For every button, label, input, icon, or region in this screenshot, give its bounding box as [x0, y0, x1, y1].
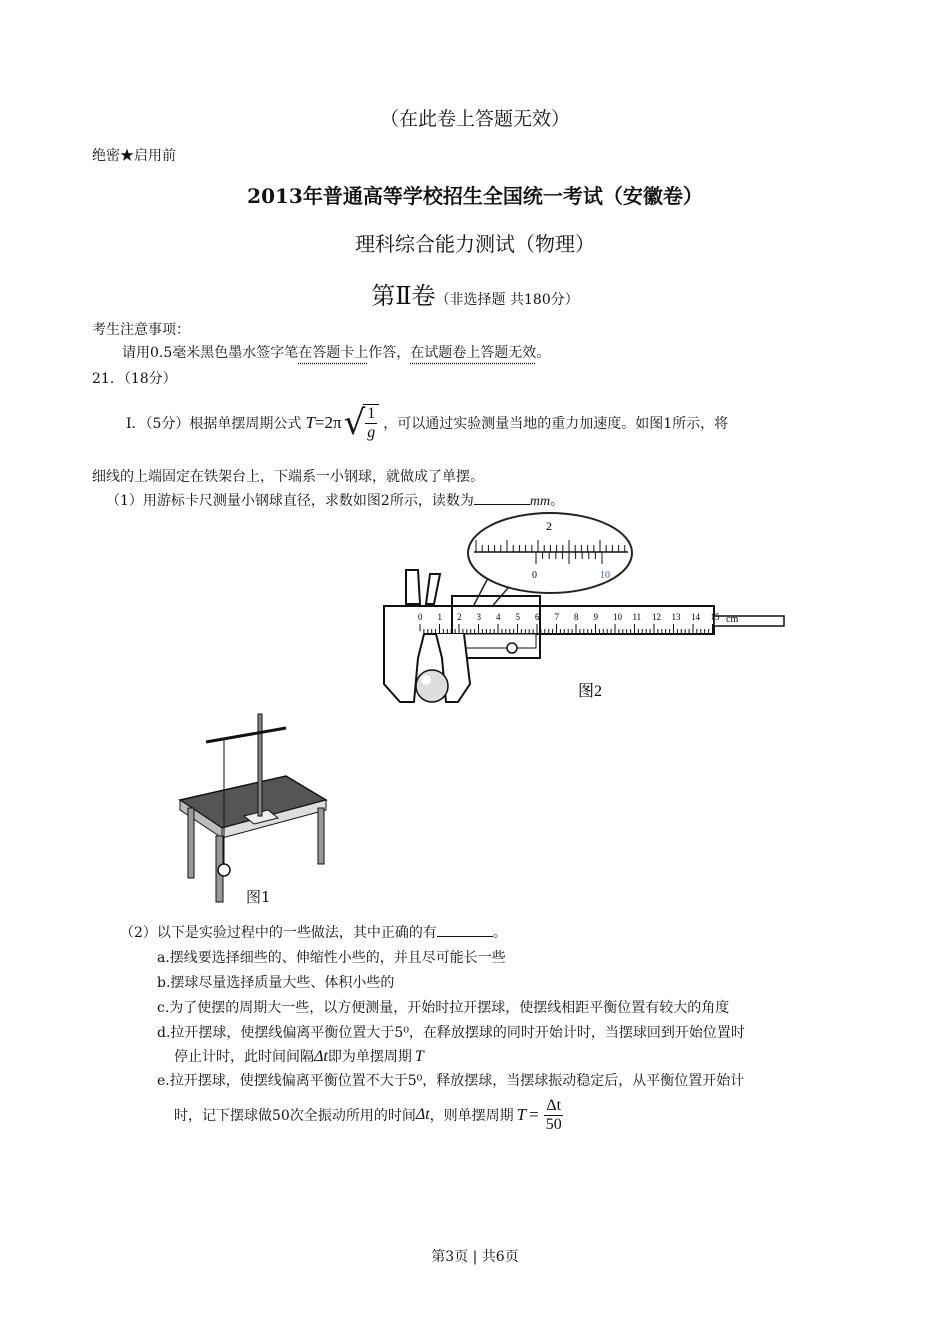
- formula-eq: =2π: [314, 413, 342, 432]
- part1-after: ，可以通过实验测量当地的重力加速度。如图1所示，将: [383, 416, 729, 432]
- q1-unit: mm: [529, 494, 551, 509]
- volume-note: （非选择题 共180分）: [435, 292, 579, 308]
- option-c: c.为了使摆的周期大一些，以方便测量，开始时拉开摆球，使摆线相距平衡位置有较大的角度: [157, 1000, 730, 1016]
- option-b: b.摆球尽量选择质量大些、体积小些的: [157, 975, 395, 991]
- formula-num: 1: [367, 405, 376, 422]
- instr-b: 在答题卡上: [298, 345, 369, 361]
- steel-ball: [416, 670, 448, 702]
- q1-answer-blank[interactable]: [474, 492, 530, 505]
- option-e2-den: 50: [545, 1115, 562, 1133]
- main-scale-label: 15: [710, 612, 720, 622]
- volume-heading: [0, 276, 950, 311]
- main-scale-unit: cm: [726, 614, 739, 625]
- q1-end: 。: [550, 493, 565, 509]
- upper-jaw-fixed: [406, 570, 420, 604]
- option-e2-eq: =: [529, 1105, 539, 1124]
- option-d-line2: [174, 1046, 424, 1066]
- table-leg: [188, 808, 194, 878]
- formula-den: g: [367, 424, 376, 441]
- main-scale-label: 5: [515, 612, 520, 622]
- formula-fraction: [365, 405, 377, 442]
- main-scale-label: 1: [437, 612, 442, 622]
- option-d-line1: d.拉开摆球，使摆线偏离平衡位置大于5⁰，在释放摆球的同时开始计时，当摆球回到开始位置时: [157, 1025, 745, 1041]
- instructions-text: [122, 342, 550, 362]
- fig2-label: 图2: [578, 683, 603, 700]
- option-e2-T: T: [516, 1105, 527, 1124]
- main-scale-label: 7: [554, 612, 559, 622]
- part1-line: [126, 398, 728, 448]
- q1-text: （1）用游标卡尺测量小钢球直径，求数如图2所示，读数为: [106, 493, 474, 509]
- main-scale-label: 6: [535, 612, 540, 622]
- q1-line: [106, 490, 564, 510]
- option-e2a: 时，记下摆球做50次全振动所用的时间: [174, 1108, 416, 1124]
- page-footer: 第3页 | 共6页: [431, 1249, 519, 1265]
- main-scale-label: 10: [613, 612, 622, 622]
- q2-text: （2）以下是实验过程中的一些做法，其中正确的有: [120, 925, 437, 941]
- option-e2-num: Δt: [546, 1096, 562, 1114]
- instr-d: 在试题卷上答题无效: [410, 345, 537, 361]
- option-e-line2: [174, 1092, 566, 1138]
- main-scale-label: 13: [671, 612, 681, 622]
- pendulum-bob: [218, 864, 230, 876]
- main-scale-label: 0: [418, 612, 423, 622]
- vernier-top-mark: 2: [546, 519, 552, 533]
- q2-line: [120, 922, 507, 942]
- figure-2-caliper: [370, 508, 800, 708]
- table-leg: [318, 808, 324, 864]
- figure-1-pendulum: [176, 708, 336, 908]
- fig1-label: 图1: [246, 888, 271, 906]
- part1-label: Ⅰ．（5分）根据单摆周期公式: [126, 416, 302, 432]
- main-scale-label: 2: [457, 612, 462, 622]
- upper-jaw-sliding: [426, 574, 440, 604]
- sqrt-sign-icon: √: [343, 403, 366, 443]
- main-scale-label: 12: [652, 612, 661, 622]
- ball-highlight: [421, 675, 431, 685]
- instr-a: 请用0.5毫米黑色墨水签字笔: [122, 345, 299, 361]
- option-e2-dt: Δt: [415, 1106, 430, 1123]
- option-d2-T: T: [414, 1048, 424, 1065]
- main-scale-label: 9: [593, 612, 598, 622]
- formula-T: T: [305, 413, 315, 432]
- thumb-wheel: [507, 643, 517, 653]
- main-scale-label: 3: [476, 612, 481, 622]
- instr-c: 作答，: [368, 345, 411, 361]
- option-e2b: ，则单摆周期: [429, 1108, 514, 1124]
- option-a: a.摆线要选择细些的、伸缩性小些的，并且尽可能长一些: [157, 950, 506, 966]
- part1-cont: 细线的上端固定在铁架台上，下端系一小钢球，就做成了单摆。: [92, 469, 484, 485]
- vernier-scale: [456, 634, 536, 648]
- option-e-line1: e.拉开摆球，使摆线偏离平衡位置不大于5⁰，释放摆球，当摆球振动稳定后，从平衡位置开始计: [157, 1073, 745, 1089]
- secret-label: 绝密★启用前: [92, 148, 176, 164]
- vernier-ten: 10: [600, 570, 610, 581]
- stand-rod: [258, 714, 262, 816]
- instr-e: 。: [536, 345, 551, 361]
- instructions-heading: 考生注意事项：: [92, 322, 190, 338]
- option-d2b: 即为单摆周期: [327, 1049, 412, 1065]
- question-number: 21．（18分）: [92, 371, 177, 387]
- option-d2a: 停止计时，此时间间隔: [174, 1049, 314, 1065]
- exam-subtitle: 理科综合能力测试（物理）: [355, 232, 595, 256]
- option-e2-fraction: [544, 1097, 564, 1134]
- main-scale-label: 14: [691, 612, 700, 622]
- stand-arm: [206, 728, 286, 742]
- vernier-zero: 0: [532, 570, 537, 581]
- volume-title: 第Ⅱ卷: [371, 282, 436, 310]
- formula-sqrt: [344, 404, 380, 442]
- exam-title: 2013年普通高等学校招生全国统一考试（安徽卷）: [247, 184, 703, 208]
- main-scale-label: 4: [496, 612, 501, 622]
- sqrt-radicand: [363, 404, 379, 442]
- depth-rod: [714, 616, 784, 626]
- q2-answer-blank[interactable]: [437, 924, 493, 937]
- main-scale-label: 11: [632, 612, 642, 622]
- option-d2-dt: Δt: [314, 1048, 328, 1065]
- main-scale-label: 8: [574, 612, 579, 622]
- q2-end: 。: [492, 925, 507, 941]
- notice: （在此卷上答题无效）: [379, 108, 570, 130]
